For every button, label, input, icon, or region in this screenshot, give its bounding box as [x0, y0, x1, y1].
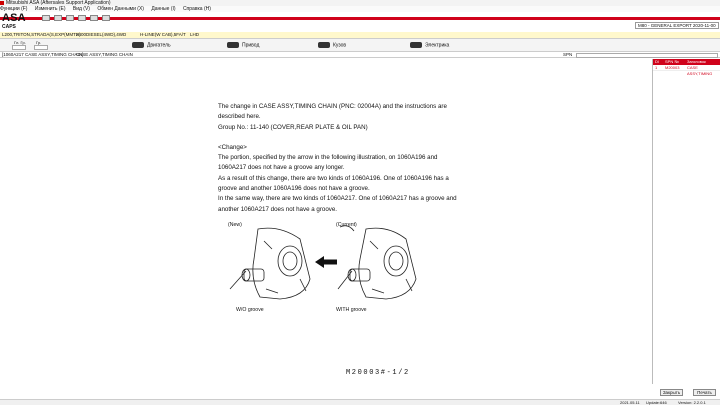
doc-line: In the same way, there are two kinds of 1060A217. One of 1060A217 has a groove and [218, 195, 457, 203]
main-group-label: Гл. Гр. [14, 40, 26, 45]
vehicle-model: L200,TRITON,STRADA(S,EXP(MMTH) [2, 32, 81, 37]
doc-line: As a result of this change, there are two kinds of 1060A196. One of 1060A196 has a [218, 174, 449, 182]
group-input[interactable] [34, 45, 48, 50]
menu-data[interactable]: Данные (I) [151, 6, 176, 12]
doc-line: The change in CASE ASSY,TIMING CHAIN (PNC: 02004A) and the instructions are [218, 103, 447, 110]
menu-exchange[interactable]: Обмен Данными (X) [97, 6, 144, 12]
doc-line: Group No.: 11-140 (COVER,REAR PLATE & OIL PAN) [218, 123, 368, 131]
electrical-icon [410, 42, 422, 48]
menu-edit[interactable]: Изменить (E) [34, 6, 66, 12]
spn-list-row[interactable]: 1 M20003 CASE ASSY,TIMING [653, 65, 720, 71]
breadcrumb-part[interactable]: [1060A217 CASE ASSY,TIMING CHAIN] [2, 52, 84, 57]
without-groove-label: W/O groove [236, 307, 264, 313]
doc-line: another 1060A217 does not have a groove. [218, 205, 338, 213]
car-body-icon [318, 42, 330, 48]
main-group-input[interactable] [12, 45, 26, 50]
caps-label: CAPS [2, 24, 16, 30]
drivetrain-icon [227, 42, 239, 48]
arrow-left-icon [315, 256, 337, 268]
group-bar [0, 38, 720, 52]
status-date: 2021.05.11 [620, 400, 640, 405]
settings-icon[interactable] [102, 15, 110, 21]
menu-functions[interactable]: Функции (F) [0, 6, 28, 12]
spn-list-panel [652, 59, 720, 384]
category-drive[interactable]: Привод [227, 42, 259, 49]
doc-line: groove and another 1060A196 does not have a groove. [218, 185, 370, 193]
vehicle-drive: LHD [190, 32, 200, 37]
window-title: Mitsubishi ASA (Aftersales Support Application) [6, 0, 111, 6]
status-bar [0, 399, 720, 405]
group-label: Гр. [36, 40, 42, 45]
status-update: Update:646 [646, 400, 667, 405]
with-groove-label: WITH groove [336, 307, 367, 313]
category-body[interactable]: Кузов [318, 42, 346, 49]
spn-label: SPN [563, 52, 573, 57]
menu-view[interactable]: Вид (V) [72, 6, 90, 12]
print-icon[interactable] [78, 15, 86, 21]
menu-help[interactable]: Справка (H) [182, 6, 211, 12]
doc-line: 1060A217 does not have a groove any longer. [218, 164, 345, 172]
spn-list-header: Dl SPN № Заголовок [653, 59, 720, 65]
search-icon[interactable] [90, 15, 98, 21]
close-button[interactable]: Закрыть [660, 389, 683, 396]
spn-input[interactable] [576, 53, 718, 58]
vehicle-trim: H-LINE(W CAB),5FA/T [140, 32, 186, 37]
print-button[interactable]: Печать [693, 389, 716, 396]
category-engine[interactable]: Двигатель [132, 42, 171, 49]
catalog-select[interactable]: M80 - GENERAL EXPORT 2020-11-00 [635, 22, 719, 29]
change-heading: <Change> [218, 143, 247, 151]
engine-icon [132, 42, 144, 48]
app-icon [0, 1, 4, 5]
page-code: M20003#-1/2 [346, 369, 410, 377]
breadcrumb-name: CASE ASSY,TIMING CHAIN [76, 52, 133, 57]
vehicle-engine: 2400DIESEL(4WD),4WD [76, 32, 127, 37]
home-icon[interactable] [66, 15, 74, 21]
doc-line: described here. [218, 113, 261, 121]
category-electrical[interactable]: Электрика [410, 42, 449, 49]
doc-line: The portion, specified by the arrow in the following illustration, on 1060A196 and [218, 154, 438, 162]
status-version: Version: 2.2.0.1 [678, 400, 706, 405]
document-viewer [0, 59, 652, 399]
forward-icon[interactable] [54, 15, 62, 21]
back-icon[interactable] [42, 15, 50, 21]
app-logo: ASA [2, 12, 26, 24]
current-label: (Current) [336, 222, 357, 228]
new-label: (New) [228, 222, 242, 228]
document-text [218, 102, 457, 215]
